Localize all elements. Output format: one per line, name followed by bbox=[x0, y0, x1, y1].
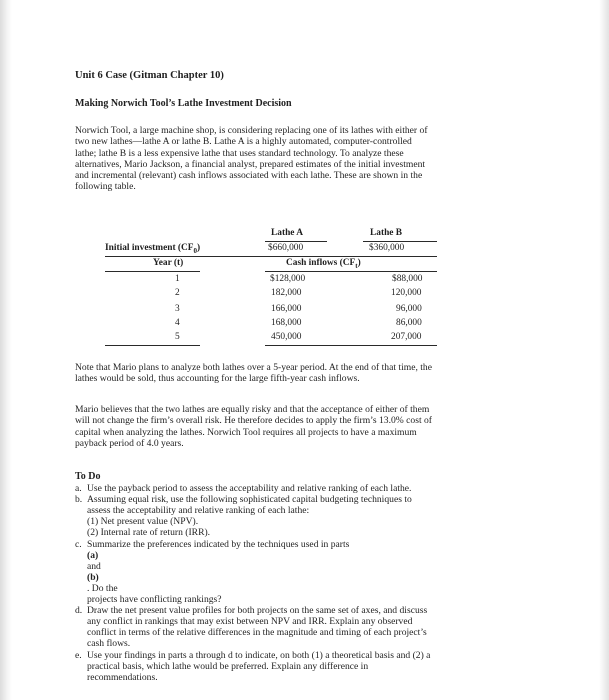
intro-line: following table. bbox=[75, 181, 136, 193]
initial-investment-label: Initial investment $(CF_0)$ bbox=[105, 243, 201, 255]
intro-line: lathe; lathe B is a less expensive lathe that uses standard technology. To analyze these bbox=[75, 147, 404, 159]
intro-line: Norwich Tool, a large machine shop, is considering replacing one of its lathes with either of bbox=[75, 125, 428, 136]
task-label: d. bbox=[75, 605, 83, 617]
photo-edge-right bbox=[599, 0, 609, 700]
rule bbox=[363, 241, 437, 242]
risk-line: will not change the firm’s overall risk. He therefore decides to apply the firm’s 13.0% cost of bbox=[75, 415, 432, 427]
risk-line: Mario believes that the two lathes are equally risky and that the acceptance of either of them bbox=[75, 404, 430, 415]
note-paragraph bbox=[75, 362, 545, 385]
task-b bbox=[75, 494, 547, 538]
cash-flow-table bbox=[105, 228, 445, 346]
to-do-section bbox=[75, 471, 547, 683]
rule bbox=[105, 256, 437, 257]
task-text: (1) Net present value (NPV). bbox=[87, 516, 199, 528]
risk-line: payback period of 4.0 years. bbox=[75, 437, 184, 449]
lathe-b-inflow: 96,000 bbox=[396, 304, 422, 314]
task-text: assess the acceptability and relative ranking of each lathe: bbox=[87, 505, 310, 517]
year-cell: 5 bbox=[175, 332, 180, 342]
year-label: Year (t) bbox=[153, 258, 184, 268]
task-label: c. bbox=[75, 538, 82, 550]
lathe-b-inflow: 86,000 bbox=[396, 318, 422, 328]
task-c bbox=[75, 539, 547, 606]
task-text: Use the payback period to assess the acceptability and relative ranking of each lathe. bbox=[87, 483, 412, 495]
rule bbox=[265, 345, 437, 346]
rule bbox=[265, 271, 437, 272]
lathe-a-inflow: 168,000 bbox=[271, 318, 302, 328]
photo-edge-left bbox=[0, 0, 12, 700]
lathe-a-inflow: 182,000 bbox=[271, 288, 302, 298]
cash-inflows-label: Cash inflows $(CF_t)$ bbox=[286, 258, 361, 270]
intro-line: alternatives, Mario Jackson, a financial analyst, prepared estimates of the initial investment bbox=[75, 158, 426, 170]
year-cell: 4 bbox=[175, 318, 180, 328]
lathe-a-inflow: $128,000 bbox=[270, 274, 306, 284]
case-subtitle: Making Norwich Tool’s Lathe Investment Decision bbox=[75, 98, 292, 109]
to-do-heading: To Do bbox=[75, 471, 101, 482]
year-cell: 1 bbox=[175, 274, 180, 284]
task-text: Use your findings in parts a through d to indicate, on both (1) a theoretical basis and (2) a bbox=[87, 649, 431, 661]
rule bbox=[265, 241, 327, 242]
year-cell: 2 bbox=[175, 288, 180, 298]
col-header-lathe-a: Lathe A bbox=[271, 228, 304, 238]
task-label: a. bbox=[75, 483, 82, 495]
lathe-b-inflow: 120,000 bbox=[391, 288, 422, 298]
task-text: cash flows. bbox=[87, 638, 131, 650]
case-title: Unit 6 Case (Gitman Chapter 10) bbox=[75, 70, 224, 81]
task-text: Summarize the preferences indicated by the techniques used in parts (a) and (b) . Do the bbox=[87, 538, 350, 594]
task-e bbox=[75, 650, 547, 683]
rule bbox=[105, 345, 200, 346]
task-text: Assuming equal risk, use the following sophisticated capital budgeting techniques to bbox=[87, 494, 412, 506]
task-text: recommendations. bbox=[87, 671, 158, 683]
intro-line: two new lathes—lathe A or lathe B. Lathe A is a highly automated, computer-controlled bbox=[75, 136, 412, 148]
initial-investment-a: $660,000 bbox=[268, 243, 304, 253]
risk-line: capital when analyzing the lathes. Norwich Tool requires all projects to have a maximum bbox=[75, 426, 417, 438]
lathe-b-inflow: 207,000 bbox=[391, 332, 422, 342]
lathe-a-inflow: 166,000 bbox=[271, 304, 302, 314]
lathe-a-inflow: 450,000 bbox=[271, 332, 302, 342]
task-text: Draw the net present value profiles for both projects on the same set of axes, and discuss bbox=[87, 605, 428, 617]
task-a bbox=[75, 483, 547, 494]
col-header-lathe-b: Lathe B bbox=[370, 228, 403, 238]
rule bbox=[105, 271, 200, 272]
intro-paragraph bbox=[75, 125, 545, 193]
task-text: practical basis, which lathe would be preferred. Explain any difference in bbox=[87, 660, 369, 672]
task-text: conflict in terms of the relative differences in the magnitude and timing of each project’s bbox=[87, 627, 427, 639]
initial-investment-b: $360,000 bbox=[369, 243, 405, 253]
task-text: (2) Internal rate of return (IRR). bbox=[87, 527, 211, 539]
risk-paragraph bbox=[75, 404, 545, 449]
intro-line: and incremental (relevant) cash inflows associated with each lathe. These are shown in the bbox=[75, 170, 423, 182]
task-text: any conflict in rankings that may exist between NPV and IRR. Explain any observed bbox=[87, 616, 413, 628]
note-line: lathes would be sold, thus accounting for the large fifth-year cash inflows. bbox=[75, 373, 360, 385]
task-text: projects have conflicting rankings? bbox=[87, 594, 222, 606]
task-label: b. bbox=[75, 494, 83, 506]
year-cell: 3 bbox=[175, 304, 180, 314]
task-d bbox=[75, 605, 547, 649]
lathe-b-inflow: $88,000 bbox=[392, 274, 423, 284]
task-label: e. bbox=[75, 649, 82, 661]
note-line: Note that Mario plans to analyze both lathes over a 5-year period. At the end of that time, the bbox=[75, 362, 432, 373]
